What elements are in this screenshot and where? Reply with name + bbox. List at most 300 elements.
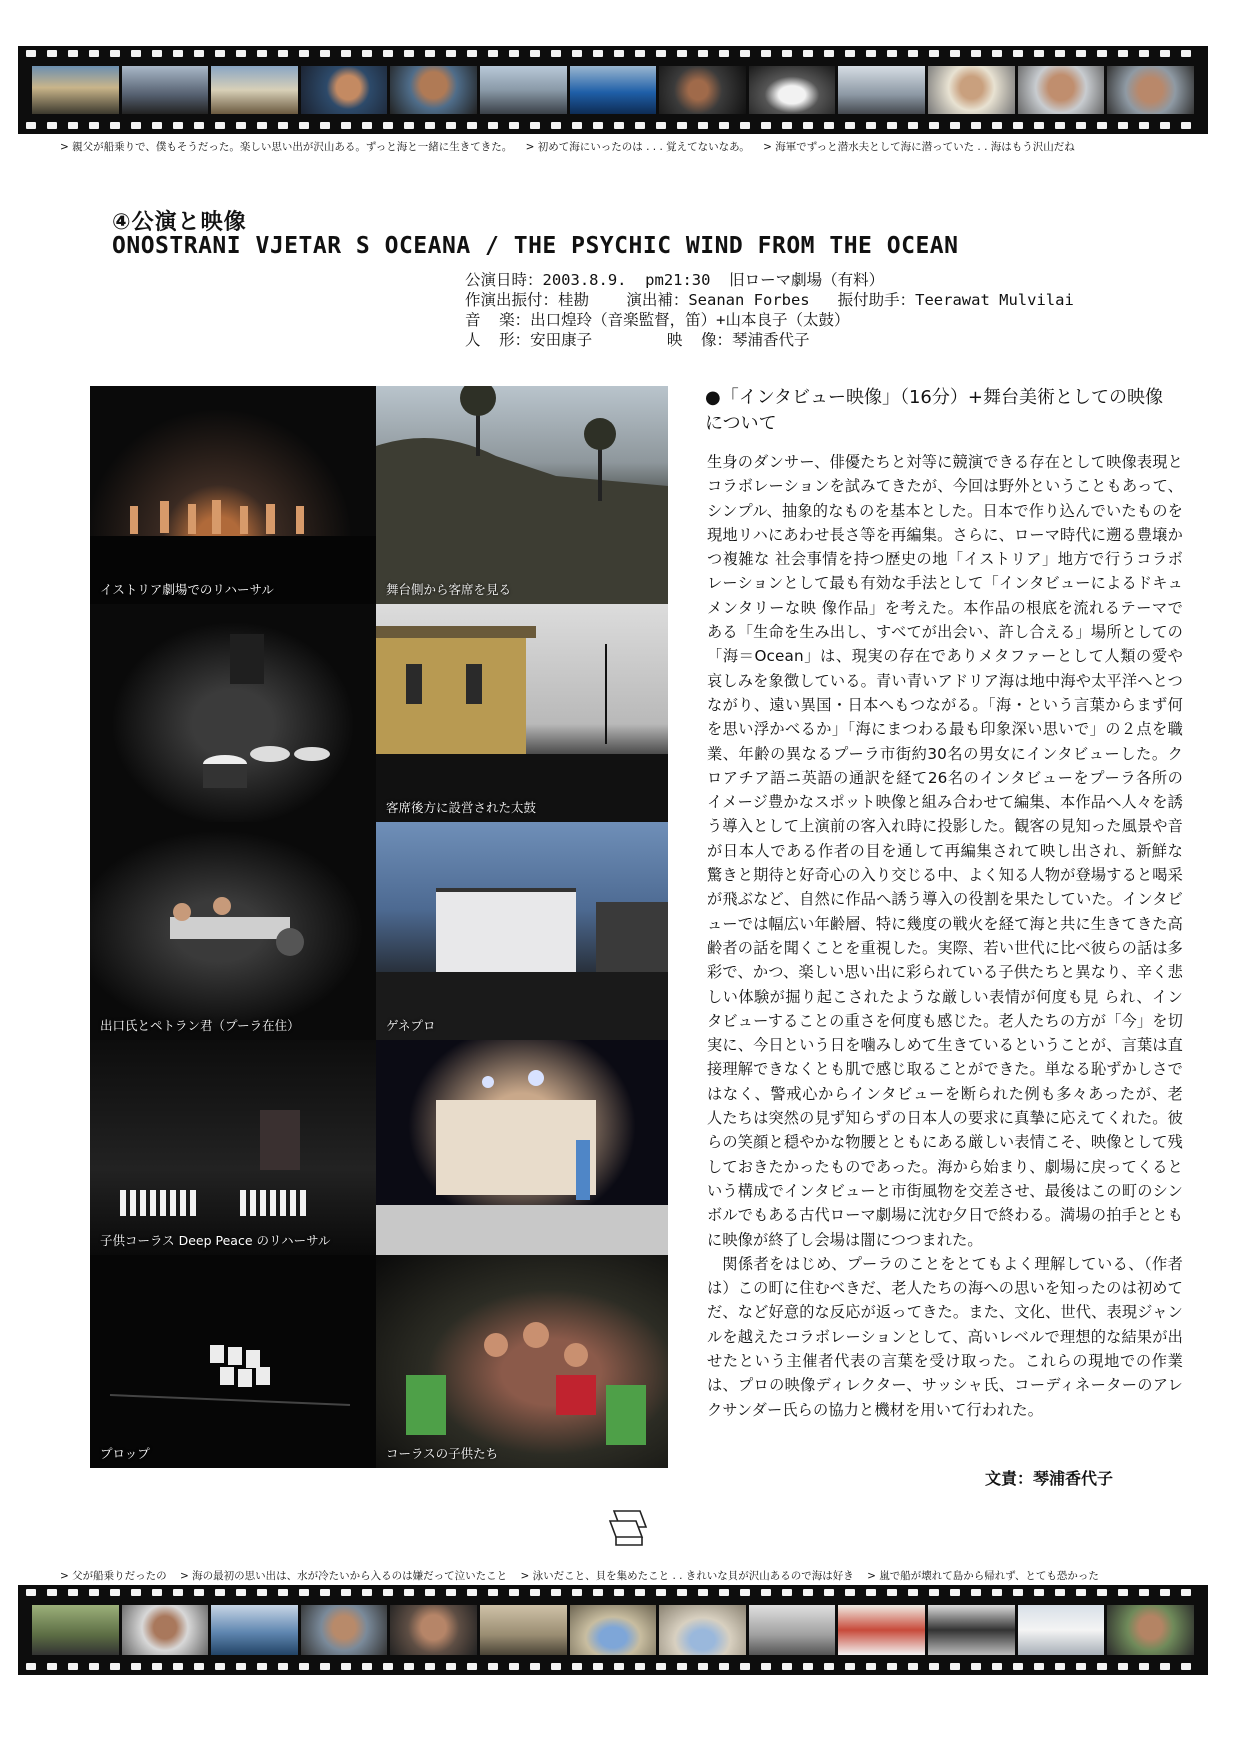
- sprocket-hole: [677, 50, 687, 57]
- credit-line-puppet-video: 人 形：安田康子 映 像：琴浦香代子: [465, 331, 810, 349]
- sprocket-hole: [47, 1663, 57, 1670]
- sprocket-hole: [824, 50, 834, 57]
- sprocket-hole: [1139, 1663, 1149, 1670]
- sprocket-hole: [530, 1589, 540, 1596]
- sprocket-hole: [530, 1663, 540, 1670]
- sprocket-hole: [194, 1589, 204, 1596]
- film-strip-bottom: [18, 1585, 1208, 1675]
- sprocket-hole: [383, 50, 393, 57]
- sprocket-hole: [110, 50, 120, 57]
- film-frame-seagull: [1018, 1605, 1105, 1655]
- sprocket-hole: [1013, 122, 1023, 129]
- sprocket-hole: [845, 122, 855, 129]
- sprocket-hole: [236, 50, 246, 57]
- sprocket-hole: [425, 1663, 435, 1670]
- sprocket-hole: [950, 1589, 960, 1596]
- film-frame-boats: [211, 66, 298, 114]
- photo-chorus-kids: [376, 1255, 668, 1468]
- photo-dress-rehearsal: [376, 822, 668, 1040]
- sprocket-hole: [761, 50, 771, 57]
- sprocket-hole: [551, 1663, 561, 1670]
- sprocket-hole: [1076, 1589, 1086, 1596]
- sprocket-hole: [614, 1589, 624, 1596]
- sprocket-hole: [719, 122, 729, 129]
- sprocket-hole: [698, 1663, 708, 1670]
- sprocket-hole: [26, 122, 36, 129]
- sprocket-hole: [362, 50, 372, 57]
- sprocket-hole: [299, 122, 309, 129]
- sprocket-hole: [614, 122, 624, 129]
- sprocket-hole: [467, 50, 477, 57]
- sprocket-hole: [677, 1589, 687, 1596]
- sprocket-hole: [656, 50, 666, 57]
- sprocket-hole: [236, 1589, 246, 1596]
- performance-credits: [465, 270, 1074, 350]
- sprocket-hole: [1076, 122, 1086, 129]
- interview-quotes-top: [60, 139, 1220, 154]
- sprocket-hole: [761, 1663, 771, 1670]
- sprocket-hole: [215, 50, 225, 57]
- sprocket-hole: [698, 50, 708, 57]
- sprocket-hole: [950, 1663, 960, 1670]
- sprocket-hole: [572, 122, 582, 129]
- photo-caption: 子供コーラス Deep Peace のリハーサル: [100, 1233, 331, 1248]
- sprocket-hole: [47, 122, 57, 129]
- sprocket-hole: [593, 1589, 603, 1596]
- page-stack-icon: [606, 1505, 650, 1549]
- sprocket-hole: [425, 50, 435, 57]
- sprocket-hole: [803, 1663, 813, 1670]
- sprocket-hole: [656, 1589, 666, 1596]
- film-frame-woman-interview: [122, 1605, 209, 1655]
- sprocket-hole: [572, 1589, 582, 1596]
- sprocket-hole: [404, 1663, 414, 1670]
- sprocket-hole: [467, 1589, 477, 1596]
- film-frame-stone-arch: [659, 1605, 746, 1655]
- film-frame-sailor: [301, 66, 388, 114]
- musicians-figure: [90, 822, 376, 1040]
- sprocket-hole: [89, 1663, 99, 1670]
- sprocket-holes-top: [26, 1589, 1200, 1597]
- sprocket-hole: [488, 1663, 498, 1670]
- sprocket-hole: [1181, 1663, 1191, 1670]
- sprocket-hole: [1076, 50, 1086, 57]
- sprocket-hole: [68, 50, 78, 57]
- sprocket-hole: [950, 50, 960, 57]
- quote-item: > 嵐で船が壊れて島から帰れず、とても恐かった: [867, 1570, 1099, 1582]
- quote-item: > 海軍でずっと潜水夫として海に潜っていた . . 海はもう沢山だね: [763, 141, 1075, 153]
- sprocket-hole: [908, 1589, 918, 1596]
- sprocket-hole: [866, 122, 876, 129]
- film-frame-dock: [480, 66, 567, 114]
- sprocket-hole: [131, 50, 141, 57]
- sprocket-hole: [341, 1589, 351, 1596]
- sprocket-hole: [1097, 50, 1107, 57]
- sprocket-hole: [1139, 1589, 1149, 1596]
- sprocket-hole: [215, 1589, 225, 1596]
- sprocket-hole: [173, 1663, 183, 1670]
- sprocket-hole: [509, 50, 519, 57]
- kids-figure: [376, 1255, 668, 1468]
- sprocket-hole: [635, 1589, 645, 1596]
- sprocket-hole: [488, 122, 498, 129]
- article-paragraph: 関係者をはじめ、プーラのことをとてもよく理解している、（作者は）この町に住むべきだ、老人たちの海への思いを知ったのは初めてだ、など好意的な反応が返ってきた。また、文化、世代、表現ジャンルを越えたコラボレーションとして、高いレベルで理想的な結果が出せたという主催者代表の言葉を受け取った。これらの現地での作業は、プロの映像ディレクター、サッシャ氏、コーディネーターのアレクサンダー氏らの協力と機材を用いて行われた。: [707, 1254, 1183, 1419]
- drums-figure: [90, 604, 376, 822]
- film-frames-bottom: [32, 1605, 1194, 1655]
- sprocket-hole: [1160, 1589, 1170, 1596]
- quote-item: > 父が船乗りだったの: [60, 1570, 167, 1582]
- sprocket-hole: [488, 50, 498, 57]
- sprocket-hole: [488, 1589, 498, 1596]
- trees-ruins-figure: [376, 386, 668, 604]
- quote-item: > 泳いだこと、貝を集めたこと . . きれいな貝が沢山あるので海は好き: [520, 1570, 854, 1582]
- sprocket-hole: [446, 122, 456, 129]
- film-frame-garden: [32, 1605, 119, 1655]
- sprocket-hole: [320, 122, 330, 129]
- film-frame-man-portrait: [390, 66, 477, 114]
- photo-grid: [90, 386, 668, 1468]
- sprocket-hole: [509, 122, 519, 129]
- sprocket-hole: [1118, 50, 1128, 57]
- sprocket-hole: [866, 1663, 876, 1670]
- sprocket-hole: [131, 122, 141, 129]
- sprocket-hole: [1055, 1589, 1065, 1596]
- sprocket-hole: [1034, 1663, 1044, 1670]
- sprocket-hole: [992, 50, 1002, 57]
- film-frame-statue: [749, 1605, 836, 1655]
- sprocket-hole: [740, 50, 750, 57]
- film-frame-pier: [122, 66, 209, 114]
- sprocket-hole: [551, 122, 561, 129]
- sprocket-hole: [173, 1589, 183, 1596]
- sprocket-hole: [971, 122, 981, 129]
- credit-line-direction: 作演出振付：桂勘 演出補：Seanan Forbes 振付助手：Teerawat Mulvilai: [465, 291, 1074, 309]
- sprocket-hole: [1160, 1663, 1170, 1670]
- sprocket-hole: [110, 1663, 120, 1670]
- sprocket-hole: [656, 122, 666, 129]
- section-title-jp: ④公演と映像: [112, 210, 247, 235]
- film-frame-street: [838, 66, 925, 114]
- sprocket-hole: [1181, 122, 1191, 129]
- photo-children-chorus: [90, 1040, 376, 1255]
- sprocket-hole: [383, 1589, 393, 1596]
- article-paragraph: 生身のダンサー、俳優たちと対等に競演できる存在として映像表現とコラボレーションを試みてきたが、今回は野外ということもあって、シンプル、抽象的なものを基本とした。日本で作り込んでいたものを現地リハにあわせ長さ等を再編集。さらに、ローマ時代に遡る豊壌かつ複雑な 社会事情を持つ歴史の地「イストリア」地方で行うコラボレーションとして最も有効な手法として「インタビューによるドキュメンタリーな映 像作品」を考えた。本作品の根底を流れるテーマである「生命を生み出し、すべてが出会い、許し合える」場所としての「海＝Ocean」は、現実の存在でありメタファーとして人類の愛や哀しみを象徴している。青い青いアドリア海は地中海や太平洋へとつながり、遠い異国・日本へもつながる。「海・という言葉からまず何を思い浮かべるか」「海にまつわる最も印象深い思いで」の２点を職業、年齢の異なるプーラ市街約30名の男女にインタビューした。クロアチア語ニ英語の通訳を経て26名のインタビューをプーラ各所のイメージ豊かなスポット映像と組み合わせて編集、本作品へ人々を誘う導入として上演前の客入れ時に投影した。観客の見知った風景や音が日本人である作者の目を通して再編集されて映し出され、新鮮な驚きと期待と好奇心の入り交じる中、よく知る人物が登場すると喝采が飛ぶなど、自然に作品へ誘う導入の役割を果たしていた。インタビューでは幅広い年齢層、特に幾度の戦火を経て海と共に生きてきた高齢者の話を聞くことを重視した。実際、若い世代に比べ彼らの話は多彩で、かつ、楽しい思い出に彩られている子供たちと異なり、辛く悲しい体験が掘り起こされたような厳しい表情が何度も見 られ、インタビューすることの重さを何度も感じた。老人たちの方が「今」を切実に、今日という日を噛みしめて生きているということが、言葉は直接理解できなくとも肌で感じ取ることができた。単なる恥ずかしさではなく、警戒心からインタビューを断られた例も多々あったが、老 人たちは突然の見ず知らずの日本人の要求に真摯に応えてくれた。彼らの笑顔と穏やかな物腰とともにある厳しい表情こそ、映像として残しておきたかったものであった。海から始まり、劇場に戻ってくるという構成でインタビューと市街風物を交差させ、最後はこの町のシンボルでもある古代ローマ劇場に沈む夕日で終わる。満場の拍手とともに映像が終了し会場は闇につつまれた。: [707, 453, 1183, 1249]
- sprocket-hole: [446, 50, 456, 57]
- sprocket-hole: [236, 122, 246, 129]
- sprocket-hole: [971, 1589, 981, 1596]
- sprocket-hole: [635, 50, 645, 57]
- film-frame-old-man: [928, 66, 1015, 114]
- sprocket-hole: [341, 122, 351, 129]
- sprocket-hole: [341, 1663, 351, 1670]
- sprocket-hole: [131, 1663, 141, 1670]
- sprocket-hole: [845, 50, 855, 57]
- photo-caption: 出口氏とペトラン君（プーラ在住）: [100, 1018, 300, 1033]
- credit-line-music: 音 楽：出口煌玲（音楽監督，笛）+山本良子（太鼓）: [465, 311, 850, 329]
- sprocket-hole: [173, 50, 183, 57]
- sprocket-hole: [887, 122, 897, 129]
- sprocket-hole: [1139, 50, 1149, 57]
- sprocket-hole: [803, 50, 813, 57]
- sprocket-hole: [362, 122, 372, 129]
- sprocket-hole: [68, 1589, 78, 1596]
- film-frame-man-bench: [301, 1605, 388, 1655]
- sprocket-hole: [89, 122, 99, 129]
- sprocket-hole: [278, 1663, 288, 1670]
- photo-performance: [376, 1040, 668, 1255]
- dancers-figure: [90, 386, 376, 604]
- sprocket-hole: [404, 122, 414, 129]
- sprocket-hole: [68, 1663, 78, 1670]
- sprocket-hole: [1055, 1663, 1065, 1670]
- sprocket-holes-bottom: [26, 1663, 1200, 1671]
- sprocket-hole: [551, 1589, 561, 1596]
- sprocket-hole: [824, 1589, 834, 1596]
- sprocket-hole: [1160, 50, 1170, 57]
- sprocket-hole: [887, 50, 897, 57]
- building-figure: [376, 604, 668, 822]
- sprocket-hole: [257, 1663, 267, 1670]
- sprocket-hole: [992, 122, 1002, 129]
- sprocket-hole: [1055, 122, 1065, 129]
- sprocket-hole: [1013, 1589, 1023, 1596]
- film-frame-arch: [749, 66, 836, 114]
- sprocket-hole: [866, 50, 876, 57]
- sprocket-hole: [1118, 1663, 1128, 1670]
- sprocket-hole: [446, 1589, 456, 1596]
- sprocket-hole: [740, 1589, 750, 1596]
- sprocket-hole: [530, 50, 540, 57]
- sprocket-hole: [824, 1663, 834, 1670]
- film-frame-blue-boat: [570, 66, 657, 114]
- sprocket-hole: [68, 122, 78, 129]
- sprocket-hole: [677, 122, 687, 129]
- sprocket-hole: [215, 122, 225, 129]
- sprocket-hole: [656, 1663, 666, 1670]
- photo-taiko-setup: [376, 604, 668, 822]
- sprocket-hole: [677, 1663, 687, 1670]
- sprocket-hole: [845, 1663, 855, 1670]
- sprocket-hole: [1097, 1663, 1107, 1670]
- sprocket-holes-top: [26, 50, 1200, 58]
- sprocket-hole: [1034, 1589, 1044, 1596]
- sprocket-hole: [719, 1663, 729, 1670]
- sprocket-hole: [299, 1663, 309, 1670]
- sprocket-hole: [992, 1663, 1002, 1670]
- sprocket-hole: [257, 1589, 267, 1596]
- sprocket-hole: [572, 1663, 582, 1670]
- sprocket-hole: [131, 1589, 141, 1596]
- sprocket-hole: [383, 1663, 393, 1670]
- sprocket-hole: [1181, 1589, 1191, 1596]
- sprocket-hole: [26, 1663, 36, 1670]
- sprocket-hole: [320, 1663, 330, 1670]
- photo-rehearsal: [90, 386, 376, 604]
- sprocket-hole: [320, 1589, 330, 1596]
- photo-caption: プロップ: [100, 1446, 150, 1461]
- sprocket-hole: [194, 122, 204, 129]
- sprocket-hole: [1118, 1589, 1128, 1596]
- sprocket-hole: [425, 122, 435, 129]
- sprocket-hole: [803, 1589, 813, 1596]
- sprocket-hole: [908, 122, 918, 129]
- film-frame-facade: [480, 1605, 567, 1655]
- sprocket-hole: [971, 1663, 981, 1670]
- sprocket-hole: [467, 122, 477, 129]
- sprocket-hole: [446, 1663, 456, 1670]
- film-frame-roman-arch: [570, 1605, 657, 1655]
- sprocket-hole: [929, 1589, 939, 1596]
- sprocket-hole: [719, 50, 729, 57]
- quote-item: > 親父が船乗りで、僕もそうだった。楽しい思い出が沢山ある。ずっと海と一緒に生きてきた。: [60, 141, 513, 153]
- sprocket-hole: [1139, 122, 1149, 129]
- sprocket-hole: [509, 1663, 519, 1670]
- sprocket-hole: [1055, 50, 1065, 57]
- chorus-figure: [90, 1040, 376, 1255]
- film-frame-pizza-sign: [838, 1605, 925, 1655]
- sprocket-hole: [929, 50, 939, 57]
- photo-caption: 舞台側から客席を見る: [386, 582, 512, 597]
- screen-stage-figure: [376, 822, 668, 1040]
- section-title-en: ONOSTRANI VJETAR S OCEANA / THE PSYCHIC WIND FROM THE OCEAN: [112, 233, 959, 259]
- sprocket-hole: [278, 122, 288, 129]
- sprocket-hole: [929, 122, 939, 129]
- sprocket-hole: [194, 50, 204, 57]
- sprocket-hole: [887, 1589, 897, 1596]
- article-title: ●「インタビュー映像」（16分）+舞台美術としての映像について: [705, 387, 1163, 434]
- sprocket-hole: [719, 1589, 729, 1596]
- sprocket-hole: [299, 50, 309, 57]
- sprocket-hole: [908, 1663, 918, 1670]
- sprocket-hole: [572, 50, 582, 57]
- sprocket-hole: [110, 122, 120, 129]
- sprocket-hole: [362, 1589, 372, 1596]
- performance-figure: [376, 1040, 668, 1255]
- sprocket-hole: [257, 50, 267, 57]
- article-body: [707, 450, 1183, 1422]
- sprocket-hole: [1181, 50, 1191, 57]
- sprocket-hole: [1034, 50, 1044, 57]
- film-strip-top: [18, 46, 1208, 134]
- sprocket-hole: [803, 122, 813, 129]
- sprocket-hole: [47, 1589, 57, 1596]
- sprocket-hole: [26, 1589, 36, 1596]
- sprocket-hole: [341, 50, 351, 57]
- sprocket-hole: [1097, 122, 1107, 129]
- props-figure: [90, 1255, 376, 1468]
- sprocket-hole: [236, 1663, 246, 1670]
- sprocket-hole: [509, 1589, 519, 1596]
- sprocket-hole: [635, 1663, 645, 1670]
- sprocket-hole: [404, 50, 414, 57]
- sprocket-hole: [929, 1663, 939, 1670]
- sprocket-hole: [1013, 1663, 1023, 1670]
- sprocket-hole: [593, 1663, 603, 1670]
- sprocket-hole: [299, 1589, 309, 1596]
- interview-quotes-bottom: [60, 1568, 1220, 1583]
- sprocket-hole: [257, 122, 267, 129]
- sprocket-hole: [152, 1589, 162, 1596]
- sprocket-hole: [530, 122, 540, 129]
- film-frame-woman: [659, 66, 746, 114]
- sprocket-hole: [1118, 122, 1128, 129]
- film-frames-top: [32, 66, 1194, 114]
- sprocket-hole: [320, 50, 330, 57]
- film-frame-sea: [211, 1605, 298, 1655]
- sprocket-hole: [383, 122, 393, 129]
- sprocket-hole: [971, 50, 981, 57]
- sprocket-hole: [1097, 1589, 1107, 1596]
- sprocket-hole: [908, 50, 918, 57]
- sprocket-hole: [782, 1663, 792, 1670]
- sprocket-hole: [782, 50, 792, 57]
- sprocket-hole: [152, 122, 162, 129]
- photo-caption: 客席後方に設営された太鼓: [386, 800, 537, 815]
- sprocket-hole: [782, 1589, 792, 1596]
- sprocket-hole: [1076, 1663, 1086, 1670]
- sprocket-hole: [1034, 122, 1044, 129]
- sprocket-hole: [593, 122, 603, 129]
- sprocket-hole: [1013, 50, 1023, 57]
- sprocket-hole: [152, 1663, 162, 1670]
- sprocket-hole: [845, 1589, 855, 1596]
- article-byline: 文責：琴浦香代子: [985, 1469, 1114, 1488]
- sprocket-hole: [47, 50, 57, 57]
- credit-line-date: 公演日時：2003.8.9. pm21:30 旧ローマ劇場（有料）: [465, 271, 885, 289]
- sprocket-hole: [887, 1663, 897, 1670]
- photo-props: [90, 1255, 376, 1468]
- sprocket-hole: [740, 1663, 750, 1670]
- sprocket-hole: [992, 1589, 1002, 1596]
- sprocket-hole: [551, 50, 561, 57]
- sprocket-hole: [740, 122, 750, 129]
- sprocket-hole: [404, 1589, 414, 1596]
- photo-deguchi-petran: [90, 822, 376, 1040]
- photo-caption: ゲネプロ: [386, 1018, 436, 1033]
- photo-caption: イストリア劇場でのリハーサル: [100, 582, 274, 597]
- sprocket-hole: [26, 50, 36, 57]
- sprocket-hole: [278, 1589, 288, 1596]
- sprocket-hole: [278, 50, 288, 57]
- film-frame-cap-man: [1107, 66, 1194, 114]
- sprocket-hole: [152, 50, 162, 57]
- sprocket-hole: [761, 1589, 771, 1596]
- sprocket-hole: [593, 50, 603, 57]
- sprocket-hole: [1160, 122, 1170, 129]
- sprocket-hole: [194, 1663, 204, 1670]
- film-frame-young-man: [1107, 1605, 1194, 1655]
- film-frame-bald-man: [1018, 66, 1105, 114]
- sprocket-hole: [362, 1663, 372, 1670]
- sprocket-holes-bottom: [26, 122, 1200, 130]
- photo-caption: コーラスの子供たち: [386, 1446, 499, 1461]
- sprocket-hole: [215, 1663, 225, 1670]
- sprocket-hole: [635, 122, 645, 129]
- sprocket-hole: [824, 122, 834, 129]
- sprocket-hole: [110, 1589, 120, 1596]
- sprocket-hole: [614, 50, 624, 57]
- sprocket-hole: [467, 1663, 477, 1670]
- sprocket-hole: [425, 1589, 435, 1596]
- sprocket-hole: [89, 1589, 99, 1596]
- sprocket-hole: [761, 122, 771, 129]
- sprocket-hole: [698, 122, 708, 129]
- photo-drums-dark: [90, 604, 376, 822]
- quote-item: > 初めて海にいったのは . . . 覚えてないなあ。: [525, 141, 750, 153]
- sprocket-hole: [866, 1589, 876, 1596]
- sprocket-hole: [950, 122, 960, 129]
- sprocket-hole: [173, 122, 183, 129]
